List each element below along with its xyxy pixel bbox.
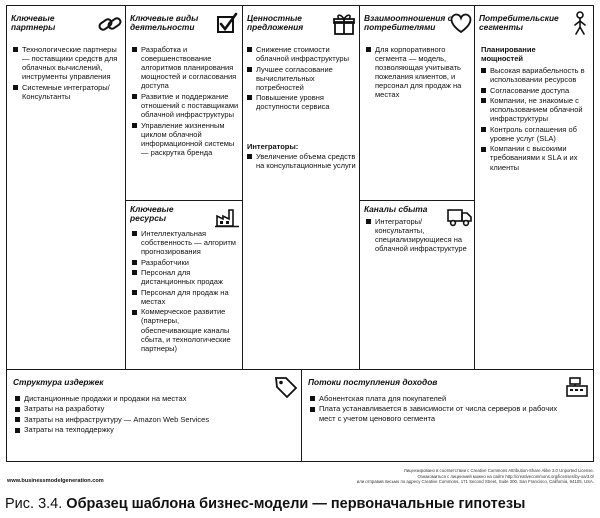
- list-item: Затраты на техподдержку: [15, 425, 285, 434]
- list-item: Разработчики: [132, 258, 240, 267]
- list-item: Снижение стоимости облачной инфраструктуры: [247, 45, 357, 63]
- list-item: Высокая вариабельность в использовании ресурсов: [481, 66, 589, 84]
- list-item: Затраты на инфраструктуру — Amazon Web Services: [15, 415, 285, 424]
- license-text: [236, 468, 594, 485]
- list-item: Интеграторы/ консультанты, специализирующиеся на облачной инфраструктуре: [366, 217, 470, 253]
- figure-caption: [5, 496, 525, 513]
- list-item: Управление жизненным циклом облачной информационной системы — раскрутка бренда: [132, 121, 240, 157]
- list-item: Абонентская плата для покупателей: [310, 394, 560, 403]
- list-item: Контроль соглашения об уровне услуг (SLA): [481, 125, 589, 143]
- cost-structure-title: Структура издержек: [13, 377, 104, 387]
- figure-number: Рис. 3.4.: [5, 496, 63, 512]
- channels-title: Каналы сбыта: [364, 204, 428, 214]
- factory-icon: [214, 204, 240, 230]
- list-item: Увеличение объема средств на консультационные услуги: [247, 152, 357, 170]
- key-partners-list: [13, 45, 121, 102]
- channels-list: [366, 217, 470, 255]
- cost-structure-block: [6, 369, 302, 462]
- key-activities-title: Ключевые виды деятельности: [130, 13, 199, 33]
- list-item: Повышение уровня доступности сервиса: [247, 93, 357, 111]
- channels-block: [359, 200, 475, 370]
- customer-relationships-list: [366, 45, 470, 101]
- list-item: Компании с высокими требованиями к SLA и их клиенты: [481, 144, 589, 171]
- customer-relationships-block: [359, 5, 475, 201]
- customer-segments-block: [474, 5, 594, 370]
- list-item: Затраты на разработку: [15, 404, 285, 413]
- customer-relationships-title: Взаимоотношения с потребителями: [364, 13, 453, 33]
- list-item: Согласование доступа: [481, 86, 589, 95]
- integrators-list: [247, 152, 357, 172]
- figure-title: Образец шаблона бизнес-модели — первоначальные гипотезы: [66, 496, 526, 512]
- list-item: Технологические партнеры — поставщики средств для облачных вычислений, инструменты управления: [13, 45, 121, 81]
- key-partners-block: [6, 5, 126, 370]
- key-resources-title: Ключевые ресурсы: [130, 204, 174, 224]
- revenue-streams-block: [301, 369, 594, 462]
- key-activities-list: [132, 45, 240, 158]
- license-line: Лицензировано в соответствии с Creative Commons Attribution-Share Alike 3.0 Unported License.: [403, 468, 594, 473]
- customer-segments-list: [481, 66, 589, 173]
- value-propositions-title: Ценностные предложения: [247, 13, 304, 33]
- list-item: Системные интеграторы/ Консультанты: [13, 83, 121, 101]
- revenue-streams-title: Потоки поступления доходов: [308, 377, 438, 387]
- checkbox-icon: [214, 11, 240, 37]
- key-activities-block: [125, 5, 243, 201]
- list-item: Лучшее согласование вычислительных потребностей: [247, 65, 357, 92]
- value-propositions-block: [242, 5, 360, 370]
- value-propositions-list: [247, 45, 357, 113]
- list-item: Дистанционные продажи и продажи на местах: [15, 394, 285, 403]
- list-item: Интеллектуальная собственность — алгоритм прогнозирования: [132, 229, 240, 256]
- list-item: Коммерческое развитие (партнеры, обеспечивающие каналы сбыта, и технологические партнеры): [132, 307, 240, 352]
- list-item: Персонал для дистанционных продаж: [132, 268, 240, 286]
- list-item: Разработка и совершенствование алгоритмов планирования мощностей и согласования доступа: [132, 45, 240, 90]
- list-item: Плата устанавливается в зависимости от числа серверов и рабочих мест с учетом ценового сегмента: [310, 404, 560, 422]
- list-item: Развитие и поддержание отношений с поставщиками облачной инфраструктуры: [132, 92, 240, 119]
- capacity-planning-label: Планирование мощностей: [481, 45, 536, 63]
- list-item: Компании, не знакомые с использованием облачной инфраструктуры: [481, 96, 589, 123]
- cost-structure-list: [15, 394, 285, 436]
- key-partners-title: Ключевые партнеры: [11, 13, 56, 33]
- license-line: или отправив письмо по адресу Creative Commons, 171 Second Street, Suite 300, San Francisco, California, 94105, USA.: [356, 479, 594, 485]
- footer-url: www.businessmodelgeneration.com: [7, 478, 104, 484]
- heart-icon: [448, 10, 474, 36]
- list-item: Персонал для продаж на местах: [132, 288, 240, 306]
- customer-segments-title: Потребительские сегменты: [479, 13, 559, 33]
- cash-register-icon: [564, 374, 590, 400]
- key-resources-list: [132, 229, 240, 354]
- list-item: Для корпоративного сегмента — модель, позволяющая учитывать пожелания клиентов, и персонал для продаж на местах: [366, 45, 470, 100]
- gift-icon: [331, 11, 357, 37]
- chain-link-icon: [97, 11, 123, 37]
- license-line: Ознакомиться с лицензией можно на сайте http://creativecommons.org/licenses/by-sa/3.0/: [417, 473, 594, 479]
- key-resources-block: [125, 200, 243, 370]
- person-icon: [567, 10, 593, 36]
- revenue-streams-list: [310, 394, 560, 424]
- integrators-label: Интеграторы:: [247, 142, 299, 151]
